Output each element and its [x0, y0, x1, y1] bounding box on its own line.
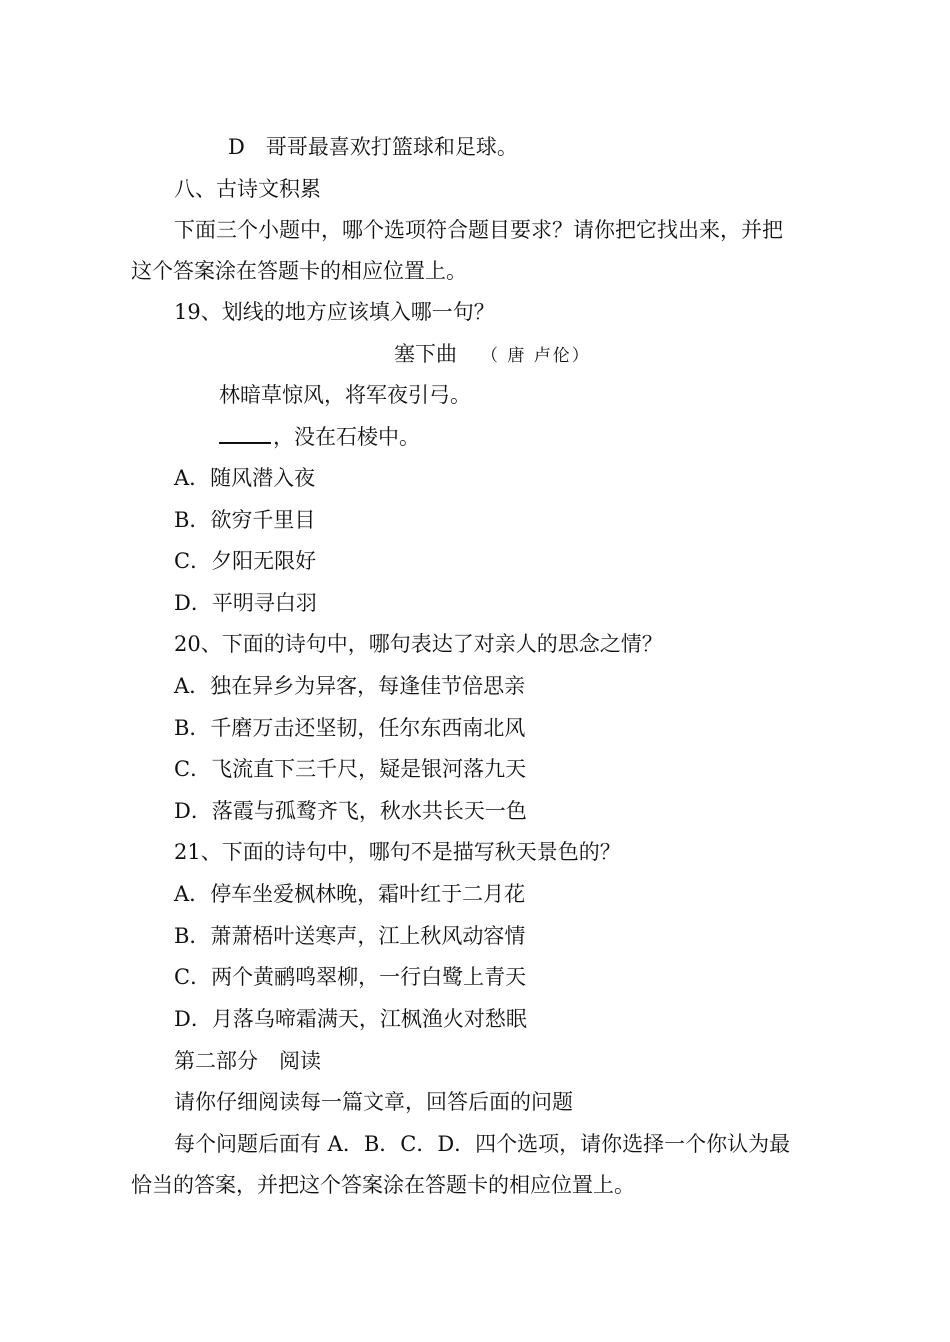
q19-option-b: B．欲穷千里目: [174, 508, 316, 532]
q20-option-d: D．落霞与孤鹜齐飞，秋水共长天一色: [174, 799, 527, 823]
fill-in-blank: [219, 442, 271, 444]
part-2-note-cont: 恰当的答案，并把这个答案涂在答题卡的相应位置上。: [131, 1173, 635, 1197]
poem-line-1: 林暗草惊风，将军夜引弓。: [219, 383, 471, 407]
q20-option-b: B．千磨万击还坚韧，任尔东西南北风: [174, 716, 526, 740]
poem-author: （ 唐 卢伦）: [481, 346, 591, 366]
part-2-instruction: 请你仔细阅读每一篇文章，回答后面的问题: [174, 1090, 573, 1114]
q21-option-d: D．月落乌啼霜满天，江枫渔火对愁眠: [174, 1007, 527, 1031]
q19-option-c: C．夕阳无限好: [174, 549, 317, 573]
option-d-previous: D 哥哥最喜欢打篮球和足球。: [228, 135, 518, 159]
q19-option-d: D．平明寻白羽: [174, 591, 317, 615]
q21-option-c: C．两个黄鹂鸣翠柳，一行白鹭上青天: [174, 965, 527, 989]
q21-option-a: A．停车坐爱枫林晚，霜叶红于二月花: [174, 882, 526, 906]
question-21: 21、下面的诗句中，哪句不是描写秋天景色的？: [174, 840, 621, 864]
poem-line-2-text: ，没在石棱中。: [273, 425, 420, 449]
question-19: 19、划线的地方应该填入哪一句？: [174, 300, 495, 324]
q21-option-b: B．萧萧梧叶送寒声，江上秋风动容情: [174, 924, 526, 948]
poem-line-2: [219, 423, 420, 451]
poem-title: 塞下曲: [394, 342, 457, 366]
section-8-instruction-cont: 这个答案涂在答题卡的相应位置上。: [131, 259, 467, 283]
part-2-note: 每个问题后面有 A．B．C．D．四个选项，请你选择一个你认为最: [174, 1132, 791, 1156]
q19-option-a: A．随风潜入夜: [174, 466, 316, 490]
section-8-title: 八、古诗文积累: [174, 177, 321, 201]
poem-heading: [394, 340, 591, 370]
part-2-title: 第二部分 阅读: [174, 1049, 321, 1073]
section-8-instruction: 下面三个小题中，哪个选项符合题目要求？请你把它找出来，并把: [174, 218, 783, 242]
question-20: 20、下面的诗句中，哪句表达了对亲人的思念之情？: [174, 632, 663, 656]
q20-option-a: A．独在异乡为异客，每逢佳节倍思亲: [174, 674, 526, 698]
q20-option-c: C．飞流直下三千尺，疑是银河落九天: [174, 757, 527, 781]
